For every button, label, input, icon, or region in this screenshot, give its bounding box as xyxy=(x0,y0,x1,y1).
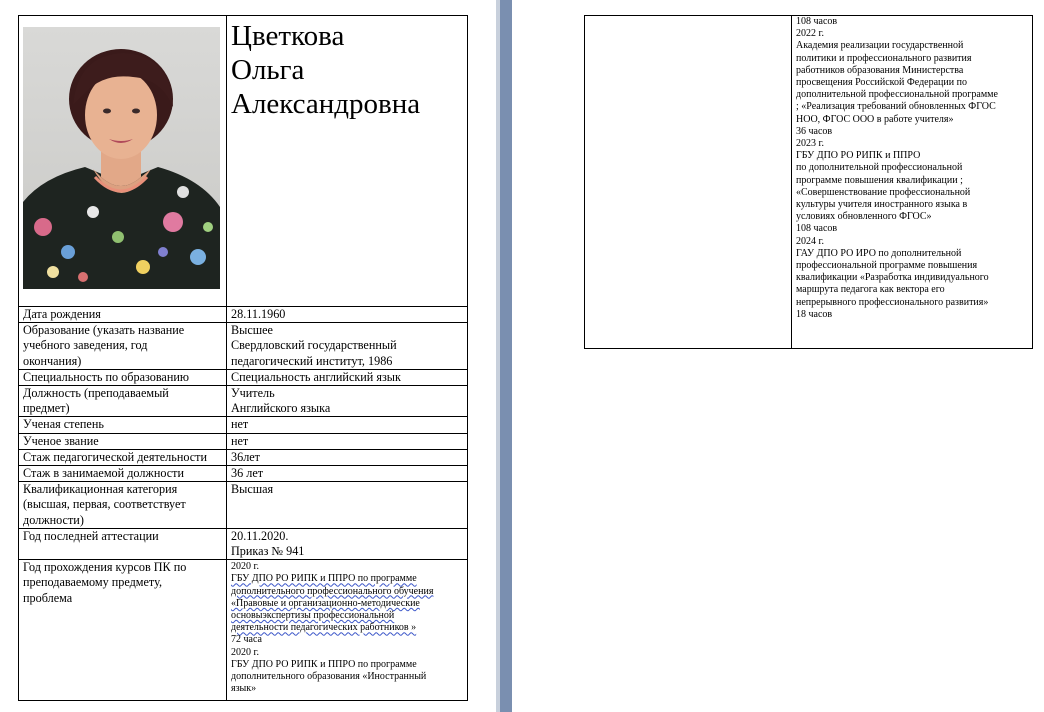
course-line: политики и профессионального развития xyxy=(796,52,972,64)
value-birth: 28.11.1960 xyxy=(227,307,468,323)
course-line: условиях обновленного ФГОС» xyxy=(796,211,932,223)
value-line: Высшее xyxy=(231,323,273,338)
course-line: 108 часов xyxy=(796,16,838,27)
row-position-exp xyxy=(19,466,468,482)
row-degree xyxy=(19,417,468,433)
course-line: работников образования Министерства xyxy=(796,64,964,76)
value-line: педагогический институт, 1986 xyxy=(231,353,393,368)
course-line: 72 часа xyxy=(231,634,262,646)
label-line: окончания) xyxy=(23,353,82,368)
row-category xyxy=(19,482,468,529)
course-line: деятельности педагогических работников » xyxy=(231,622,417,634)
value-courses-page2 xyxy=(792,16,1033,349)
row-education xyxy=(19,323,468,370)
label-courses-continued xyxy=(585,16,792,349)
label-line: (высшая, первая, соответствует xyxy=(23,497,186,512)
label-teaching-exp: Стаж педагогической деятельности xyxy=(19,449,227,465)
course-line: программе повышения квалификации ; xyxy=(796,174,963,186)
label-line: Образование (указать название xyxy=(23,323,185,338)
course-line: 2022 г. xyxy=(796,28,824,40)
label-line: преподаваемому предмету, xyxy=(23,575,163,590)
course-line: ГБУ ДПО РО РИПК и ППРО по программе xyxy=(231,573,417,585)
course-line: 2023 г. xyxy=(796,138,824,150)
row-position xyxy=(19,386,468,417)
page-separator-edge xyxy=(496,0,500,712)
first-name: Ольга xyxy=(231,54,305,86)
value-courses-page1 xyxy=(227,560,468,701)
course-line: по дополнительной профессиональной xyxy=(796,162,963,174)
course-line: дополнительной профессиональной программе xyxy=(796,89,998,101)
course-line: дополнительного профессионального обучения xyxy=(231,585,434,597)
value-line: Английского языка xyxy=(231,401,331,416)
value-position-exp: 36 лет xyxy=(227,466,468,482)
label-line: Должность (преподаваемый xyxy=(23,386,169,401)
label-category xyxy=(19,482,227,529)
label-line: Год прохождения курсов ПК по xyxy=(23,560,187,575)
course-line: профессиональной программе повышения xyxy=(796,260,978,272)
row-specialty xyxy=(19,369,468,385)
course-line: 2024 г. xyxy=(796,235,824,247)
course-line: «Правовые и организационно-методические xyxy=(231,597,420,609)
surname: Цветкова xyxy=(231,20,345,52)
label-education xyxy=(19,323,227,370)
profile-table xyxy=(18,15,468,701)
course-line: НОО, ФГОС ООО в работе учителя» xyxy=(796,113,954,125)
label-line: предмет) xyxy=(23,401,70,416)
row-birth xyxy=(19,307,468,323)
name-cell xyxy=(227,16,468,307)
value-line: Учитель xyxy=(231,386,275,401)
course-line: квалификации «Разработка индивидуального xyxy=(796,272,989,284)
course-line: «Совершенствование профессиональной xyxy=(796,186,971,198)
patronymic: Александровна xyxy=(231,88,421,120)
value-title: нет xyxy=(227,433,468,449)
course-line: дополнительного образования «Иностранный xyxy=(231,671,427,683)
course-line: ; «Реализация требований обновленных ФГОС xyxy=(796,101,996,113)
course-line: 108 часов xyxy=(796,223,838,235)
label-degree: Ученая степень xyxy=(19,417,227,433)
course-line: 36 часов xyxy=(796,125,833,137)
label-specialty: Специальность по образованию xyxy=(19,369,227,385)
value-degree: нет xyxy=(227,417,468,433)
label-line: должности) xyxy=(23,512,84,527)
course-line: 2020 г. xyxy=(231,561,259,573)
value-line: 20.11.2020. xyxy=(231,528,289,543)
course-line: основыэкспертизы профессиональной xyxy=(231,610,395,622)
photo-cell xyxy=(19,16,227,307)
row-courses xyxy=(19,560,468,701)
label-birth: Дата рождения xyxy=(19,307,227,323)
value-specialty: Специальность английский язык xyxy=(227,369,468,385)
document-page-1 xyxy=(0,0,496,712)
label-title: Ученое звание xyxy=(19,433,227,449)
label-position-exp: Стаж в занимаемой должности xyxy=(19,466,227,482)
course-line: непрерывного профессионального развития» xyxy=(796,296,989,308)
row-title xyxy=(19,433,468,449)
header-row xyxy=(19,16,468,307)
row-attestation xyxy=(19,528,468,559)
label-courses xyxy=(19,560,227,701)
row-teaching-exp xyxy=(19,449,468,465)
course-line: культуры учителя иностранного языка в xyxy=(796,199,968,211)
course-line: ГБУ ДПО РО РИПК и ППРО по программе xyxy=(231,658,417,670)
course-line: Академия реализации государственной xyxy=(796,40,964,52)
label-line: проблема xyxy=(23,590,73,605)
value-position xyxy=(227,386,468,417)
course-line: 18 часов xyxy=(796,308,833,320)
course-line: маршрута педагога как вектора его xyxy=(796,284,945,296)
label-position xyxy=(19,386,227,417)
label-line: учебного заведения, год xyxy=(23,338,148,353)
course-line: язык» xyxy=(231,683,257,695)
value-education xyxy=(227,323,468,370)
value-teaching-exp: 36лет xyxy=(227,449,468,465)
course-line: просвещения Российской Федерации по xyxy=(796,77,967,89)
value-line: Свердловский государственный xyxy=(231,338,397,353)
value-line: Приказ № 941 xyxy=(231,544,305,559)
value-attestation xyxy=(227,528,468,559)
value-category: Высшая xyxy=(227,482,468,529)
course-line: ГБУ ДПО РО РИПК и ППРО xyxy=(796,150,921,162)
course-line: ГАУ ДПО РО ИРО по дополнительной xyxy=(796,247,962,259)
label-attestation: Год последней аттестации xyxy=(19,528,227,559)
row-courses-continued xyxy=(585,16,1033,349)
profile-table-continued xyxy=(584,15,1033,349)
course-line: 2020 г. xyxy=(231,646,259,658)
label-line: Квалификационная категория xyxy=(23,482,178,497)
portrait-photo xyxy=(23,27,220,289)
